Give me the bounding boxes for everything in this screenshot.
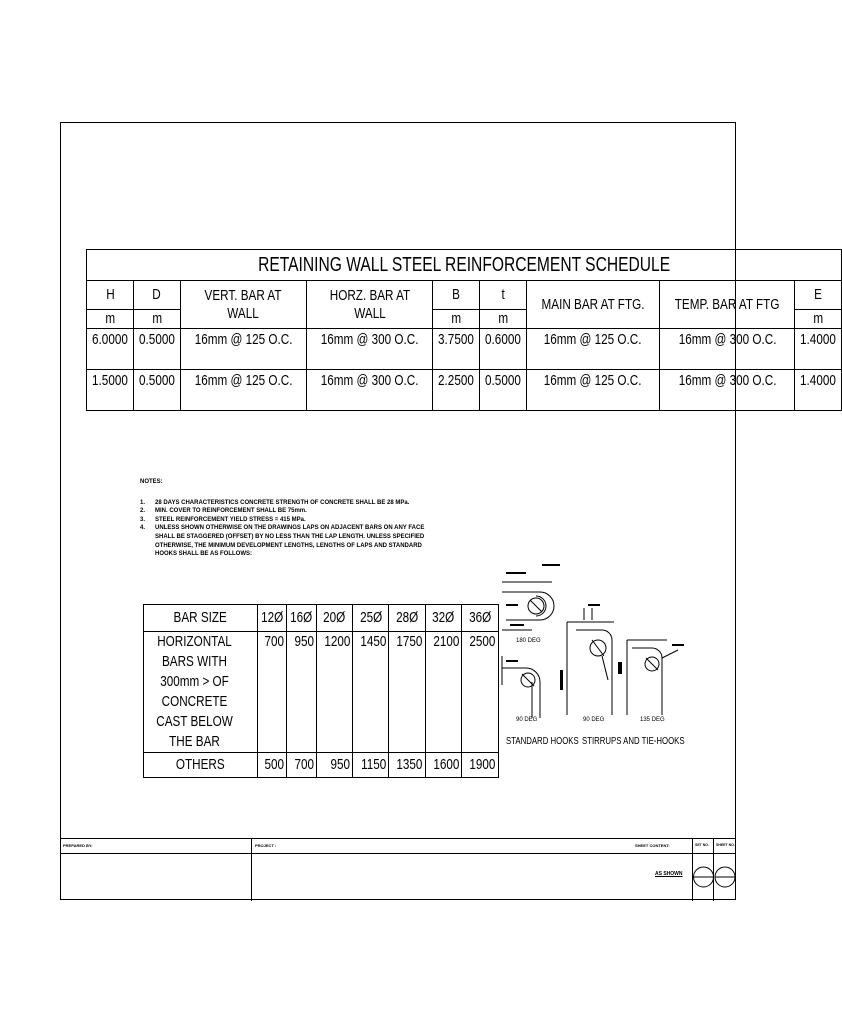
- hooks-detail: [492, 560, 688, 747]
- cell-horz: [307, 329, 433, 370]
- bar-size-header: [144, 605, 258, 632]
- header-temp-bar: [660, 281, 795, 329]
- cell-h: [87, 370, 134, 411]
- table-row: [87, 329, 842, 370]
- size-text: 32Ø: [432, 609, 455, 626]
- value-cell: [425, 753, 461, 778]
- header-vert-text: VERT. BAR AT WALL: [204, 286, 282, 322]
- unit-e-text: m: [813, 310, 824, 327]
- hook-90-deg-label: 90 DEG: [516, 717, 538, 723]
- value-text: 1200: [324, 633, 351, 650]
- cell-temp: [660, 329, 795, 370]
- value-text: 700: [294, 756, 314, 773]
- sheet-no-label: SHEET NO.: [716, 843, 735, 847]
- cell-e: [795, 329, 842, 370]
- value-text: 2100: [433, 633, 460, 650]
- others-text: OTHERS: [176, 756, 225, 773]
- header-t: [480, 281, 527, 310]
- cell-temp-text: 16mm @ 300 O.C.: [678, 372, 777, 389]
- unit-d: [133, 310, 180, 329]
- value-text: 1900: [469, 756, 496, 773]
- cell-t: [480, 370, 527, 411]
- cell-main: [527, 329, 660, 370]
- schedule-title: [87, 250, 842, 281]
- header-main-text: MAIN BAR AT FTG.: [541, 295, 645, 313]
- cell-e-text: 1.4000: [800, 331, 837, 348]
- note-item: [140, 516, 430, 525]
- cell-vert-text: 16mm @ 125 O.C.: [194, 372, 293, 389]
- note-number: 4.: [140, 525, 146, 532]
- unit-h: [87, 310, 134, 329]
- table-row: [144, 632, 499, 753]
- cell-main: [527, 370, 660, 411]
- cell-h: [87, 329, 134, 370]
- value-text: 2500: [469, 633, 496, 650]
- development-length-table: [143, 604, 499, 778]
- header-e-text: E: [814, 286, 823, 303]
- table-row: [87, 370, 842, 411]
- note-item: [140, 507, 430, 516]
- header-horz-bar: [307, 281, 433, 329]
- horizontal-bars-label: [144, 632, 258, 753]
- value-text: 700: [264, 633, 285, 650]
- standard-hooks-text: STANDARD HOOKS: [506, 736, 579, 747]
- cell-e-text: 1.4000: [800, 372, 837, 389]
- general-notes: [140, 478, 430, 559]
- cell-temp: [660, 370, 795, 411]
- unit-d-text: m: [151, 310, 162, 327]
- value-cell: [353, 632, 389, 753]
- size-text: 28Ø: [396, 609, 419, 626]
- value-text: 1450: [360, 633, 387, 650]
- cell-t-text: 0.5000: [485, 372, 522, 389]
- cell-vert: [180, 370, 306, 411]
- schedule-title-text: RETAINING WALL STEEL REINFORCEMENT SCHEDULE: [258, 254, 671, 276]
- cell-h-text: 6.0000: [92, 331, 128, 348]
- value-cell: [316, 632, 352, 753]
- cell-b: [433, 329, 480, 370]
- unit-h-text: m: [105, 310, 115, 327]
- stirrup-90-deg-label: 90 DEG: [583, 717, 605, 723]
- value-text: 1600: [433, 756, 460, 773]
- value-text: 950: [330, 756, 351, 773]
- stirrup-135-deg-label: 135 DEG: [640, 717, 665, 723]
- value-cell: [258, 753, 287, 778]
- value-cell: [287, 753, 316, 778]
- header-vert-bar: [180, 281, 306, 329]
- prepared-by-cell: [60, 839, 252, 901]
- cell-h-text: 1.5000: [92, 372, 128, 389]
- size-header: [287, 605, 316, 632]
- cell-main-text: 16mm @ 125 O.C.: [544, 372, 642, 389]
- set-no-circle-icon: [693, 855, 714, 899]
- sheet-content-label: SHEET CONTENT:: [635, 843, 670, 848]
- cell-b-text: 2.2500: [438, 372, 475, 389]
- size-text: 16Ø: [290, 609, 313, 626]
- cell-vert-text: 16mm @ 125 O.C.: [194, 331, 293, 348]
- value-text: 1150: [361, 756, 387, 773]
- sheet-no-circle-icon: [714, 855, 736, 899]
- size-header: [353, 605, 389, 632]
- cell-d-text: 0.5000: [138, 372, 175, 389]
- value-text: 1750: [396, 633, 423, 650]
- cell-vert: [180, 329, 306, 370]
- cell-b-text: 3.7500: [438, 331, 475, 348]
- bar-size-text: BAR SIZE: [173, 609, 228, 626]
- set-no-label: SET NO.: [695, 843, 710, 847]
- cell-b: [433, 370, 480, 411]
- project-label: PROJECT :: [255, 843, 277, 848]
- note-text: STEEL REINFORCEMENT YIELD STRESS = 415 MPa.: [155, 516, 306, 523]
- cell-t: [480, 329, 527, 370]
- size-header: [389, 605, 425, 632]
- hook-180-deg-label: 180 DEG: [516, 638, 541, 644]
- size-header: [258, 605, 287, 632]
- unit-t: [480, 310, 527, 329]
- value-cell: [258, 632, 287, 753]
- header-main-bar: [527, 281, 660, 329]
- horizontal-bars-text: HORIZONTAL BARS WITH 300mm > OF CONCRETE CAST BELOW THE BAR: [156, 633, 233, 750]
- note-item: [140, 524, 430, 558]
- size-header: [425, 605, 461, 632]
- header-d: [133, 281, 180, 310]
- cell-horz-text: 16mm @ 300 O.C.: [320, 331, 419, 348]
- prepared-by-label: PREPARED BY:: [63, 843, 93, 848]
- cell-d-text: 0.5000: [138, 331, 175, 348]
- reinforcement-schedule-table: [86, 249, 842, 411]
- value-cell: [462, 753, 498, 778]
- stirrups-text: STIRRUPS AND TIE-HOOKS: [582, 736, 685, 747]
- cell-horz: [307, 370, 433, 411]
- header-t-text: t: [501, 286, 505, 303]
- others-label: [144, 753, 258, 778]
- note-text: 28 DAYS CHARACTERISTICS CONCRETE STRENGTH OF CONCRETE SHALL BE 28 MPa.: [155, 499, 410, 506]
- unit-e: [795, 310, 842, 329]
- value-cell: [287, 632, 316, 753]
- note-number: 1.: [140, 499, 146, 506]
- header-temp-text: TEMP. BAR AT FTG: [674, 295, 780, 313]
- header-d-text: D: [152, 286, 162, 303]
- note-text: MIN. COVER TO REINFORCEMENT SHALL BE 75mm.: [155, 508, 307, 515]
- note-text: UNLESS SHOWN OTHERWISE ON THE DRAWINGS LAPS ON ADJACENT BARS ON ANY FACE SHALL BE STAGGERED (OFFSET) BY NO LESS THAN THE LAP LENGTH. UNLESS SPECIFIED OTHERWISE, THE MINIMUM DEVELOPMENT LENGTHS, LENGTHS OF LAPS AND STANDARD HOOKS SHALL BE AS FOLLOWS:: [155, 525, 425, 558]
- value-cell: [425, 632, 461, 753]
- value-cell: [389, 632, 425, 753]
- value-text: 500: [264, 756, 285, 773]
- stirrups-caption: [582, 736, 714, 747]
- cell-t-text: 0.6000: [485, 331, 522, 348]
- value-text: 1350: [396, 756, 423, 773]
- scale-text: AS SHOWN: [655, 871, 683, 877]
- title-block: [60, 838, 736, 901]
- cell-main-text: 16mm @ 125 O.C.: [544, 331, 642, 348]
- size-header: [316, 605, 352, 632]
- notes-heading: NOTES:: [140, 479, 163, 485]
- size-text: 20Ø: [323, 609, 346, 626]
- set-no-cell: [693, 839, 714, 901]
- unit-b: [433, 310, 480, 329]
- cell-d: [133, 329, 180, 370]
- note-number: 2.: [140, 508, 146, 515]
- size-text: 36Ø: [468, 609, 491, 626]
- unit-b-text: m: [451, 310, 462, 327]
- value-cell: [389, 753, 425, 778]
- note-number: 3.: [140, 516, 146, 523]
- size-text: 25Ø: [359, 609, 382, 626]
- header-b: [433, 281, 480, 310]
- cell-d: [133, 370, 180, 411]
- value-text: 950: [294, 633, 314, 650]
- cell-temp-text: 16mm @ 300 O.C.: [678, 331, 777, 348]
- cell-e: [795, 370, 842, 411]
- cell-horz-text: 16mm @ 300 O.C.: [320, 372, 419, 389]
- size-text: 12Ø: [261, 609, 284, 626]
- header-h-text: H: [105, 286, 115, 303]
- project-cell: [252, 839, 693, 901]
- unit-t-text: m: [498, 310, 509, 327]
- note-item: [140, 499, 430, 508]
- hooks-drawing: [492, 560, 688, 740]
- header-e: [795, 281, 842, 310]
- value-cell: [316, 753, 352, 778]
- header-h: [87, 281, 134, 310]
- sheet-no-cell: [714, 839, 736, 901]
- value-cell: [353, 753, 389, 778]
- table-row: [144, 753, 499, 778]
- header-b-text: B: [452, 286, 461, 303]
- header-horz-text: HORZ. BAR AT WALL: [329, 286, 410, 322]
